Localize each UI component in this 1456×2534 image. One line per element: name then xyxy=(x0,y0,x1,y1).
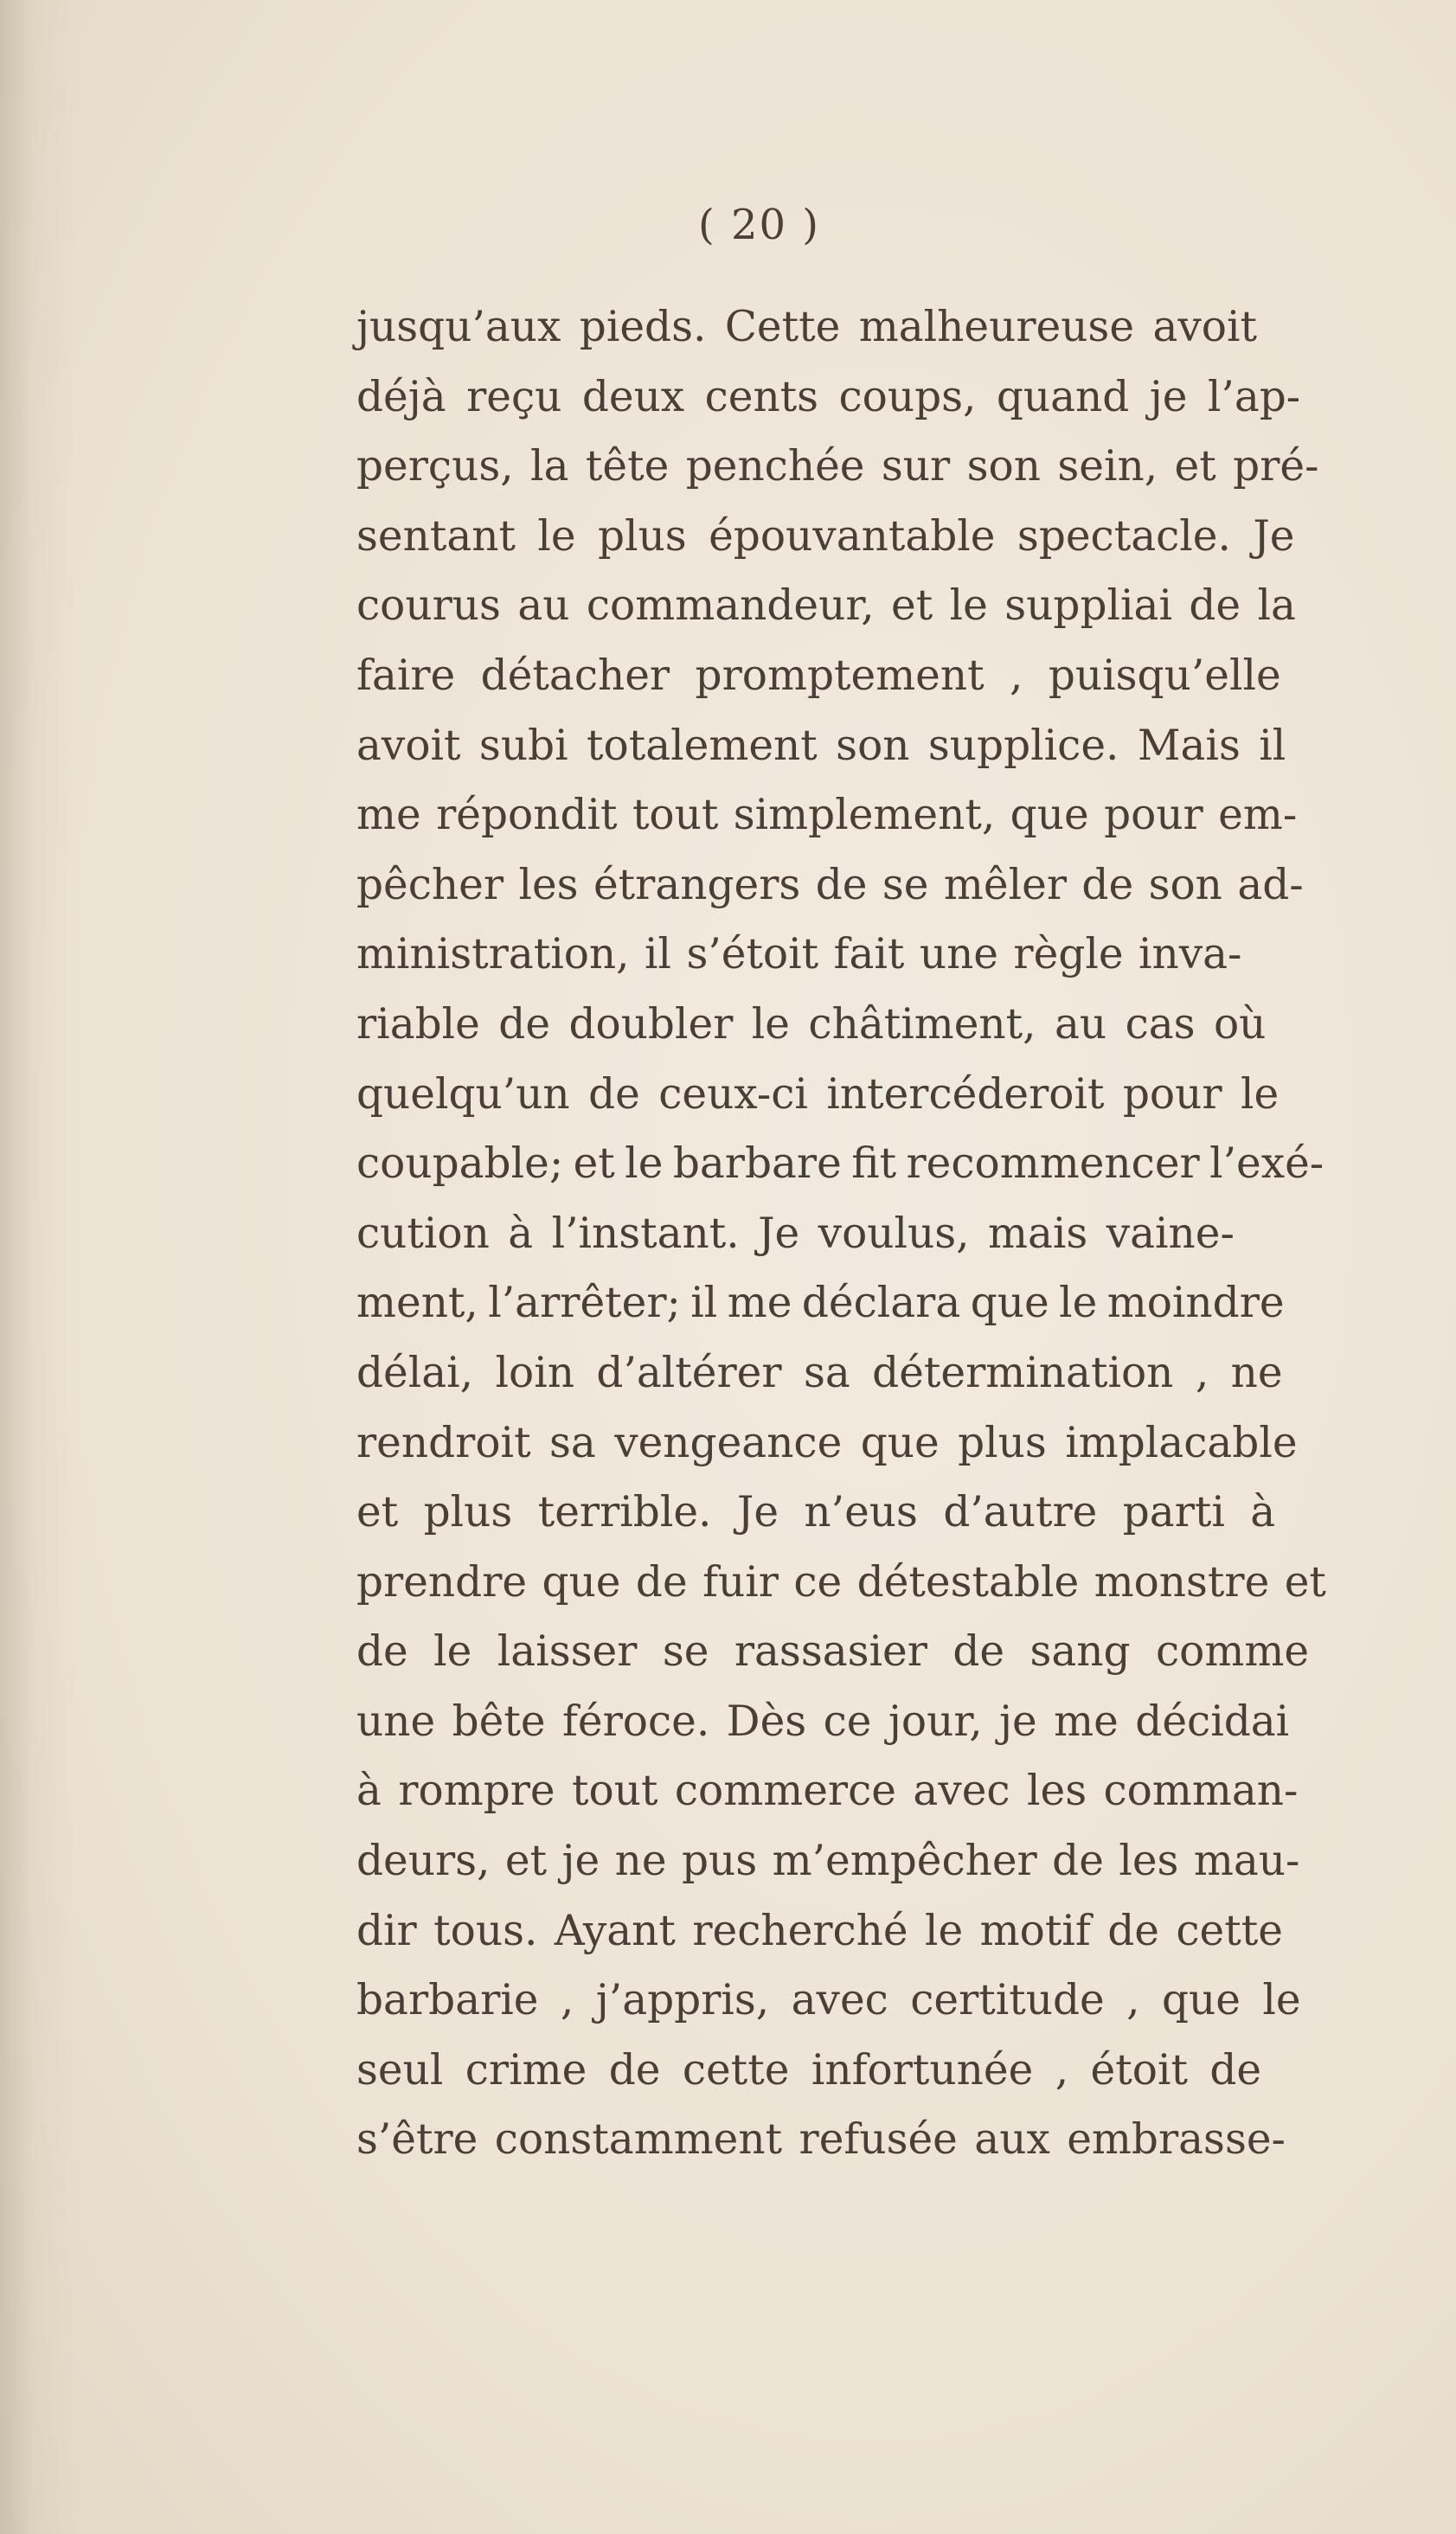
text-line: prendre que de fuir ce détestable monstre et xyxy=(356,1557,1326,1607)
text-line: riable de doubler le châtiment, au cas où xyxy=(356,999,1267,1049)
text-line: délai, loin d’altérer sa détermination , ne xyxy=(356,1348,1283,1397)
text-line: avoit subi totalement son supplice. Mais il xyxy=(356,721,1286,770)
text-line: coupable; et le barbare fit recommencer l’exé- xyxy=(356,1139,1325,1189)
text-line: cution à l’instant. Je voulus, mais vaine- xyxy=(356,1209,1235,1258)
text-line: perçus, la tête penchée sur son sein, et pré- xyxy=(356,442,1319,491)
text-line: et plus terrible. Je n’eus d’autre parti à xyxy=(356,1488,1276,1537)
page-number: ( 20 ) xyxy=(697,201,821,249)
text-line: deurs, et je ne pus m’empêcher de les mau- xyxy=(356,1837,1300,1886)
text-line: rendroit sa vengeance que plus implacable xyxy=(356,1418,1298,1467)
text-line: jusqu’aux pieds. Cette malheureuse avoit xyxy=(356,303,1257,351)
text-line: déjà reçu deux cents coups, quand je l’ap- xyxy=(356,372,1301,421)
text-line: courus au commandeur, et le suppliai de la xyxy=(356,581,1296,631)
text-line: s’être constamment refusée aux embrasse- xyxy=(356,2115,1286,2165)
text-line: me répondit tout simplement, que pour em- xyxy=(356,791,1298,840)
text-line: dir tous. Ayant recherché le motif de cette xyxy=(356,1906,1283,1955)
text-line: barbarie , j’appris, avec certitude , que le xyxy=(356,1976,1301,2025)
text-line: ministration, il s’étoit fait une règle inva- xyxy=(356,930,1242,979)
text-line: quelqu’un de ceux-ci intercéderoit pour le xyxy=(356,1069,1280,1119)
body-text xyxy=(356,292,1455,2175)
text-line: de le laisser se rassasier de sang comme xyxy=(356,1627,1310,1677)
text-line: à rompre tout commerce avec les comman- xyxy=(356,1767,1299,1816)
text-line: ment, l’arrêter; il me déclara que le moindre xyxy=(356,1279,1285,1328)
text-line: faire détacher promptement , puisqu’elle xyxy=(356,651,1281,700)
text-line: sentant le plus épouvantable spectacle. Je xyxy=(356,511,1295,561)
text-line: seul crime de cette infortunée , étoit de xyxy=(356,2045,1262,2095)
text-line: une bête féroce. Dès ce jour, je me décidai xyxy=(356,1697,1290,1746)
text-line: pêcher les étrangers de se mêler de son ad- xyxy=(356,860,1304,909)
